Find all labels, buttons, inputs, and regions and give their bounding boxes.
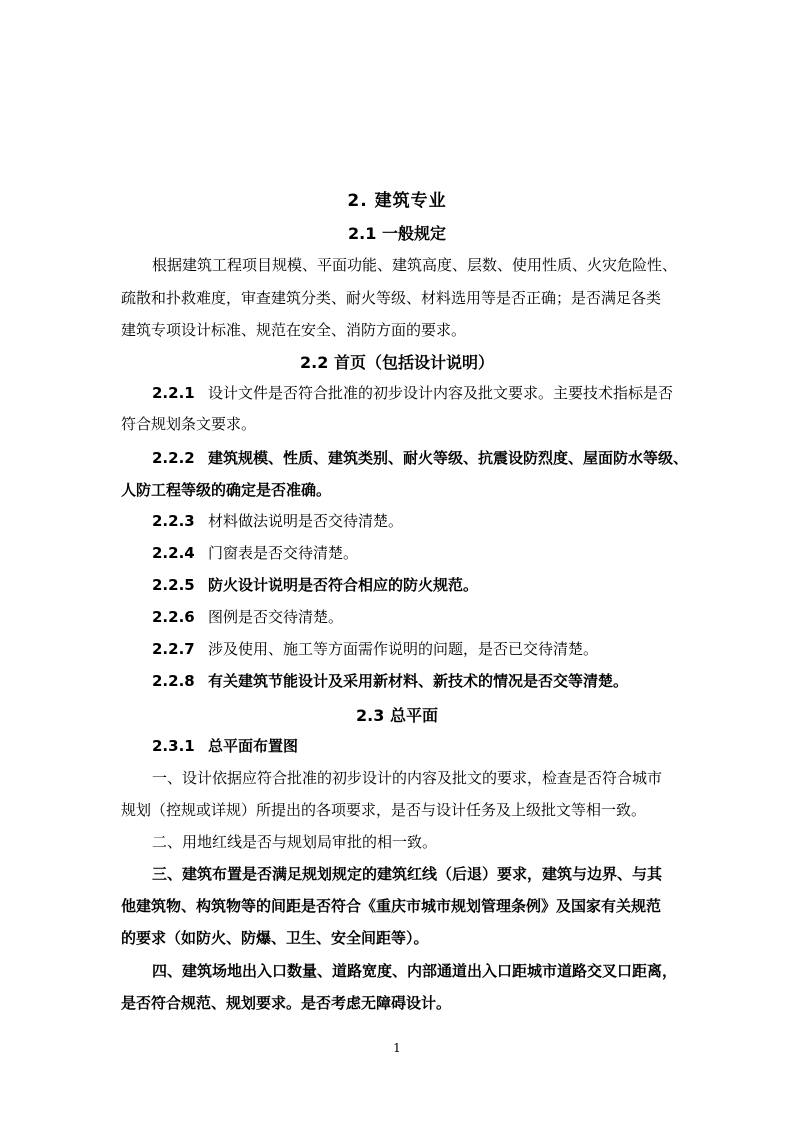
section-heading-2-2: 2.2 首页（包括设计说明） (300, 353, 494, 372)
clause-2-3-1 (152, 736, 298, 756)
page-number: 1 (393, 1041, 401, 1055)
section-heading-2-1: 2.1 一般规定 (348, 224, 446, 243)
clause-number: 2.2.4 (152, 544, 195, 562)
chapter-title: 2. 建筑专业 (347, 191, 447, 211)
clause-continuation: 符合规划条文要求。 (121, 415, 257, 433)
clause-text: 总平面布置图 (208, 737, 299, 755)
clause-2-2-6 (152, 607, 343, 627)
clause-continuation: 人防工程等级的确定是否准确。 (121, 481, 332, 499)
paragraph-line: 一、设计依据应符合批准的初步设计的内容及批文的要求，检查是否符合城市 (152, 769, 663, 787)
paragraph-line: 是否符合规范、规划要求。是否考虑无障碍设计。 (121, 994, 452, 1012)
clause-2-2-8 (152, 671, 628, 691)
clause-2-2-4 (152, 543, 358, 563)
paragraph-line: 的要求（如防火、防爆、卫生、安全间距等）。 (121, 929, 429, 947)
clause-number: 2.2.7 (152, 640, 195, 658)
clause-number: 2.2.6 (152, 608, 195, 626)
clause-text: 材料做法说明是否交待清楚。 (208, 512, 404, 530)
clause-text: 图例是否交待清楚。 (208, 608, 344, 626)
clause-2-2-1 (152, 383, 673, 403)
clause-text: 防火设计说明是否符合相应的防火规范。 (208, 576, 479, 594)
clause-text: 门窗表是否交待清楚。 (208, 544, 359, 562)
paragraph-line: 二、用地红线是否与规划局审批的相一致。 (152, 833, 438, 851)
paragraph-line: 建筑专项设计标准、规范在安全、消防方面的要求。 (121, 321, 467, 339)
clause-2-2-2 (152, 448, 688, 468)
clause-number: 2.3.1 (152, 737, 195, 755)
clause-number: 2.2.1 (152, 384, 195, 402)
clause-2-2-5 (152, 575, 478, 595)
clause-number: 2.2.5 (152, 576, 195, 594)
clause-2-2-7 (152, 639, 598, 659)
clause-text: 设计文件是否符合批准的初步设计内容及批文要求。主要技术指标是否 (208, 384, 674, 402)
paragraph-line: 规划（控规或详规）所提出的各项要求，是否与设计任务及上级批文等相一致。 (121, 801, 647, 819)
clause-number: 2.2.2 (152, 449, 195, 467)
clause-text: 涉及使用、施工等方面需作说明的问题，是否已交待清楚。 (208, 640, 599, 658)
section-heading-2-3: 2.3 总平面 (356, 706, 438, 725)
clause-number: 2.2.8 (152, 672, 195, 690)
clause-2-2-3 (152, 511, 403, 531)
paragraph-line: 四、建筑场地出入口数量、道路宽度、内部通道出入口距城市道路交叉口距离， (152, 962, 678, 980)
paragraph-line: 他建筑物、构筑物等的间距是否符合《重庆市城市规划管理条例》及国家有关规范 (121, 897, 662, 915)
paragraph-line: 三、建筑布置是否满足规划规定的建筑红线（后退）要求，建筑与边界、与其 (152, 865, 663, 883)
clause-text: 有关建筑节能设计及采用新材料、新技术的情况是否交等清楚。 (208, 672, 629, 690)
clause-text: 建筑规模、性质、建筑类别、耐火等级、抗震设防烈度、屋面防水等级、 (208, 449, 689, 467)
clause-number: 2.2.3 (152, 512, 195, 530)
paragraph-line: 疏散和扑救难度，审查建筑分类、耐火等级、材料选用等是否正确；是否满足各类 (121, 289, 662, 307)
paragraph-line: 根据建筑工程项目规模、平面功能、建筑高度、层数、使用性质、火灾危险性、 (152, 256, 678, 274)
